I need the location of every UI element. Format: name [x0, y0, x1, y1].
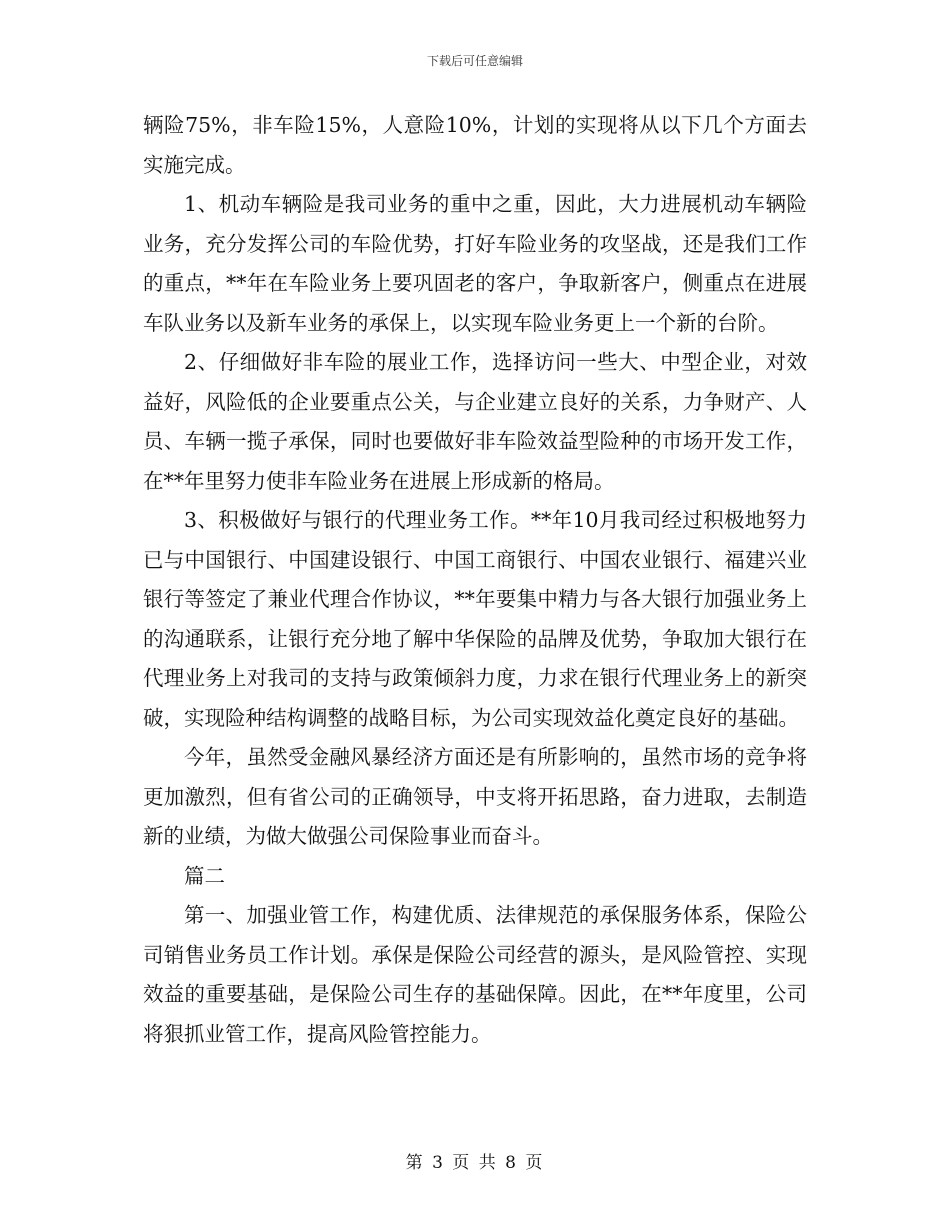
document-body — [143, 106, 807, 1054]
page-header-note: 下载后可任意编辑 — [426, 54, 523, 68]
paragraph-section-two: 第一、加强业管工作，构建优质、法律规范的承保服务体系，保险公司销售业务员工作计划。承保是保险公司经营的源头，是风险管控、实现效益的重要基础，是保险公司生存的基础保障。因此，在**年度里，公司将狠抓业管工作，提高风险管控能力。 — [143, 903, 807, 1046]
paragraph-item-2: 2、仔细做好非车险的展业工作，选择访问一些大、中型企业，对效益好，风险低的企业要重点公关，与企业建立良好的关系，力争财产、人员、车辆一揽子承保，同时也要做好非车险效益型险种的市场开发工作，在**年里努力使非车险业务在进展上形成新的格局。 — [143, 350, 807, 493]
paragraph-item-3: 3、积极做好与银行的代理业务工作。**年10月我司经过积极地努力已与中国银行、中国建设银行、中国工商银行、中国农业银行、福建兴业银行等签定了兼业代理合作协议，**年要集中精力与各大银行加强业务上的沟通联系，让银行充分地了解中华保险的品牌及优势，争取加大银行在代理业务上对我司的支持与政策倾斜力度，力求在银行代理业务上的新突破，实现险种结构调整的战略目标，为公司实现效益化奠定良好的基础。 — [143, 508, 807, 730]
section-heading: 篇二 — [184, 863, 225, 888]
paragraph-continuation: 辆险75%，非车险15%，人意险10%，计划的实现将从以下几个方面去实施完成。 — [143, 113, 807, 177]
page-number: 第 3 页 共 8 页 — [405, 1153, 545, 1173]
paragraph-conclusion: 今年，虽然受金融风暴经济方面还是有所影响的，虽然市场的竞争将更加激烈，但有省公司的正确领导，中支将开拓思路，奋力进取，去制造新的业绩，为做大做强公司保险事业而奋斗。 — [143, 745, 807, 848]
paragraph-item-1: 1、机动车辆险是我司业务的重中之重，因此，大力进展机动车辆险业务，充分发挥公司的车险优势，打好车险业务的攻坚战，还是我们工作的重点，**年在车险业务上要巩固老的客户，争取新客户，侧重点在进展车队业务以及新车业务的承保上，以实现车险业务更上一个新的台阶。 — [143, 192, 807, 335]
